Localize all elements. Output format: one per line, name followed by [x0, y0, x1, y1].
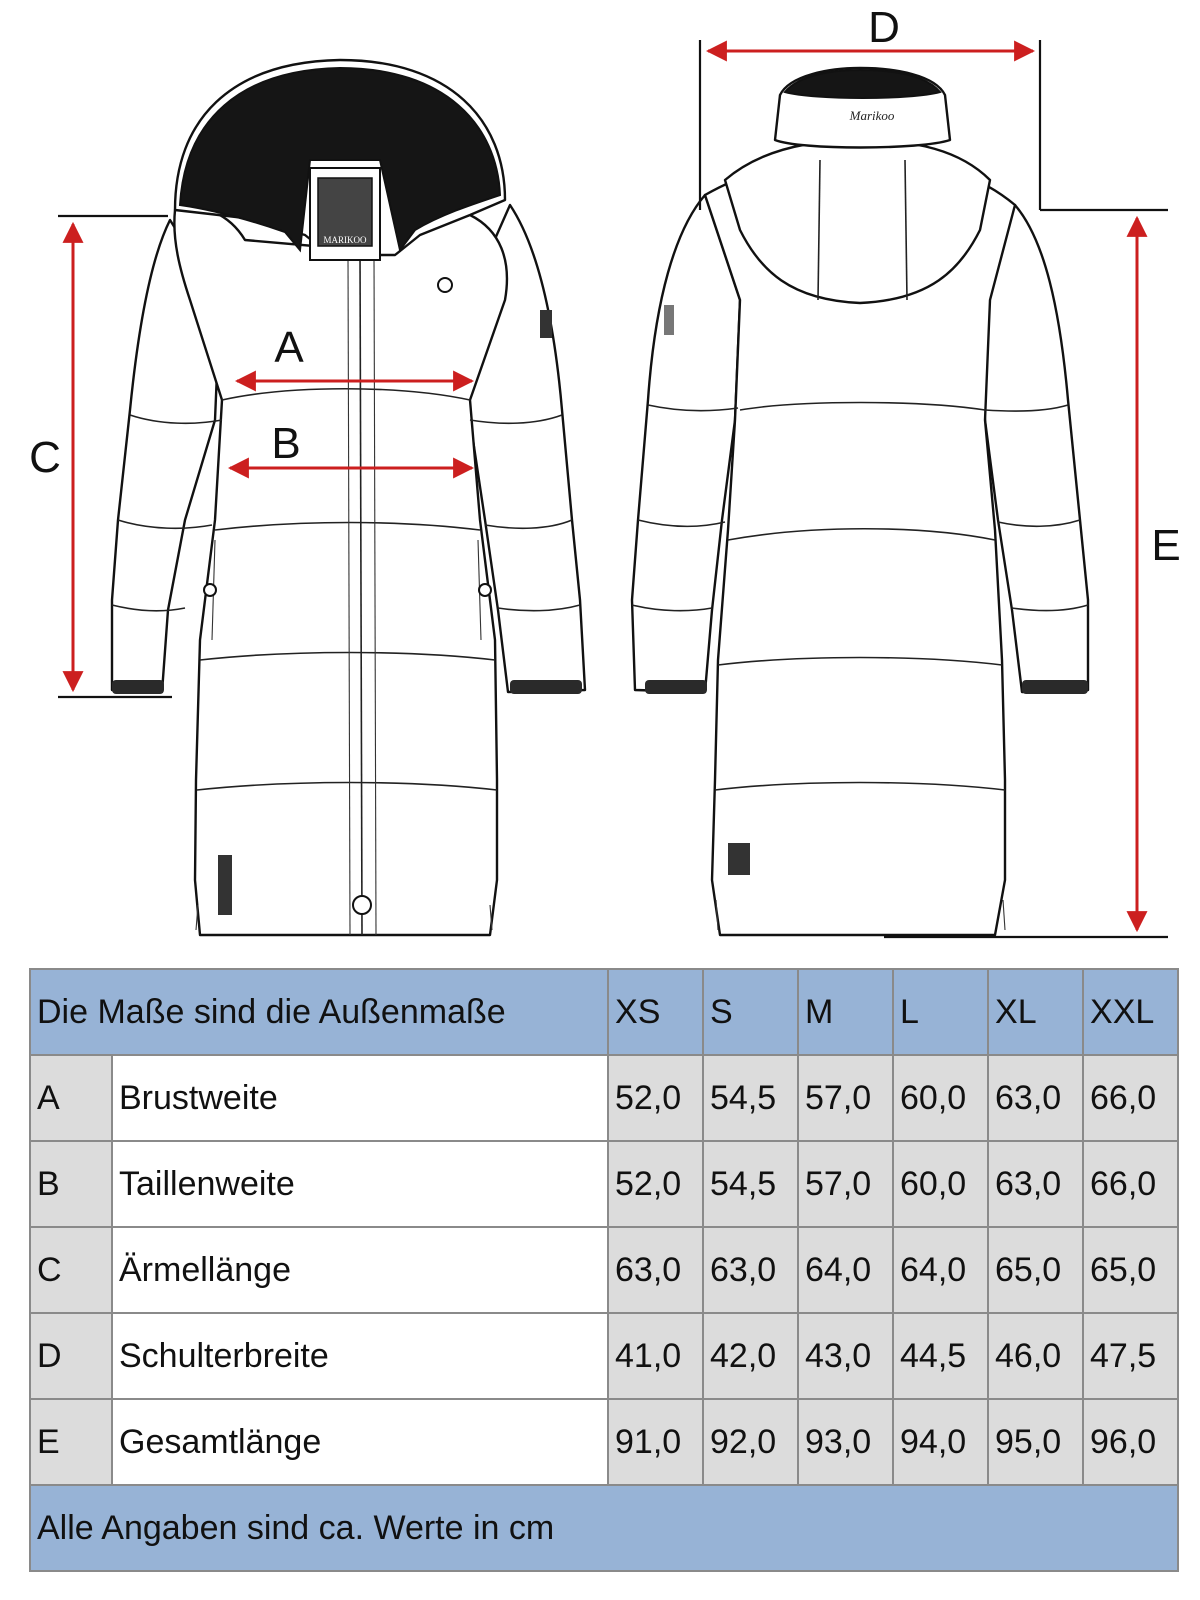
row-key: A	[30, 1055, 112, 1141]
size-header: L	[893, 969, 988, 1055]
row-name: Brustweite	[112, 1055, 608, 1141]
table-cell: 57,0	[798, 1055, 893, 1141]
table-cell: 64,0	[798, 1227, 893, 1313]
footer-note: Alle Angaben sind ca. Werte in cm	[30, 1485, 1178, 1571]
table-cell: 91,0	[608, 1399, 703, 1485]
table-cell: 60,0	[893, 1141, 988, 1227]
label-d: D	[868, 3, 900, 52]
table-cell: 94,0	[893, 1399, 988, 1485]
table-cell: 43,0	[798, 1313, 893, 1399]
row-key: D	[30, 1313, 112, 1399]
size-header: XS	[608, 969, 703, 1055]
table-cell: 54,5	[703, 1055, 798, 1141]
table-row	[30, 1399, 1178, 1485]
table-cell: 57,0	[798, 1141, 893, 1227]
table-row	[30, 1227, 1178, 1313]
table-cell: 41,0	[608, 1313, 703, 1399]
label-b: B	[271, 419, 301, 468]
table-cell: 66,0	[1083, 1141, 1178, 1227]
table-cell: 52,0	[608, 1141, 703, 1227]
table-cell: 64,0	[893, 1227, 988, 1313]
size-chart-table	[29, 968, 1179, 1572]
row-key: C	[30, 1227, 112, 1313]
table-cell: 63,0	[988, 1055, 1083, 1141]
table-cell: 65,0	[1083, 1227, 1178, 1313]
table-cell: 46,0	[988, 1313, 1083, 1399]
label-a: A	[274, 323, 304, 372]
table-footer-row	[30, 1485, 1178, 1571]
row-name: Taillenweite	[112, 1141, 608, 1227]
brand-label-text: MARIKOO	[323, 235, 367, 245]
table-cell: 44,5	[893, 1313, 988, 1399]
table-cell: 66,0	[1083, 1055, 1178, 1141]
label-e: E	[1151, 521, 1181, 570]
jacket-front-view	[112, 60, 585, 935]
table-cell: 42,0	[703, 1313, 798, 1399]
table-cell: 54,5	[703, 1141, 798, 1227]
table-header-row	[30, 969, 1178, 1055]
table-cell: 60,0	[893, 1055, 988, 1141]
table-cell: 63,0	[988, 1141, 1083, 1227]
size-header: S	[703, 969, 798, 1055]
brand-script-text: Marikoo	[849, 108, 895, 123]
table-cell: 47,5	[1083, 1313, 1178, 1399]
table-cell: 95,0	[988, 1399, 1083, 1485]
table-row	[30, 1055, 1178, 1141]
table-cell: 93,0	[798, 1399, 893, 1485]
table-cell: 65,0	[988, 1227, 1083, 1313]
size-header: XL	[988, 969, 1083, 1055]
table-cell: 63,0	[608, 1227, 703, 1313]
row-name: Gesamtlänge	[112, 1399, 608, 1485]
row-name: Ärmellänge	[112, 1227, 608, 1313]
table-cell: 63,0	[703, 1227, 798, 1313]
table-row	[30, 1141, 1178, 1227]
row-name: Schulterbreite	[112, 1313, 608, 1399]
row-key: B	[30, 1141, 112, 1227]
table-cell: 96,0	[1083, 1399, 1178, 1485]
size-header: XXL	[1083, 969, 1178, 1055]
header-caption: Die Maße sind die Außenmaße	[30, 969, 608, 1055]
table-cell: 52,0	[608, 1055, 703, 1141]
table-cell: 92,0	[703, 1399, 798, 1485]
label-c: C	[29, 433, 61, 482]
row-key: E	[30, 1399, 112, 1485]
size-header: M	[798, 969, 893, 1055]
table-row	[30, 1313, 1178, 1399]
